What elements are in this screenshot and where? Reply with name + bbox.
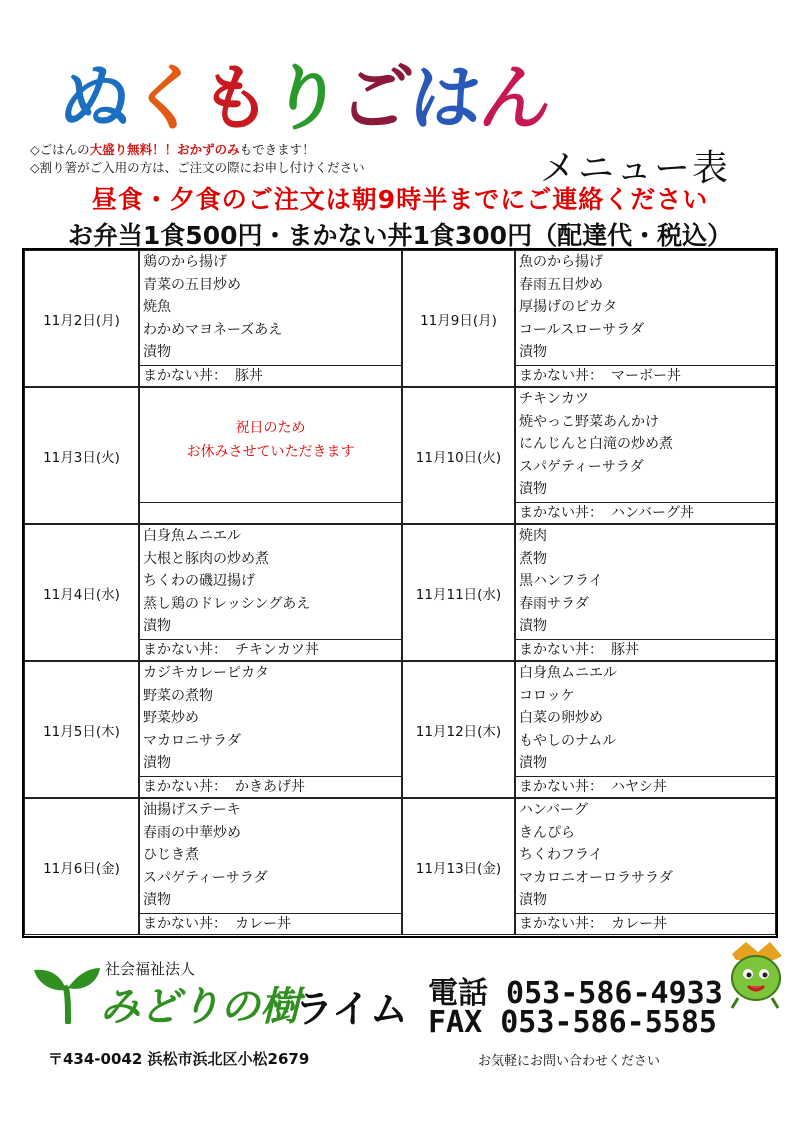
menu-date: 11月4日(水)	[24, 524, 139, 661]
makanai-value: 豚丼	[611, 642, 639, 658]
menu-item: マカロニオーロラサラダ	[519, 869, 673, 886]
makanai-don	[516, 639, 775, 660]
menu-item: わかめマヨネーズあえ	[143, 321, 283, 338]
menu-item: 白身魚ムニエル	[143, 528, 241, 544]
makanai-value: ハンバーグ丼	[611, 505, 695, 521]
menu-date: 11月13日(金)	[402, 798, 515, 935]
menu-item: スパゲティーサラダ	[143, 869, 268, 886]
logo-char: も	[195, 55, 275, 140]
menu-item: ちくわフライ	[519, 847, 603, 863]
menu-items	[139, 387, 402, 524]
menu-item: ひじき煮	[143, 847, 199, 863]
makanai-label: まかない丼：	[519, 779, 603, 795]
makanai-value: カレー丼	[611, 916, 667, 932]
menu-item: 白菜の卵炒め	[519, 710, 603, 726]
makanai-don	[516, 365, 775, 386]
menu-items	[515, 250, 776, 387]
menu-item: 蒸し鶏のドレッシングあえ	[143, 595, 311, 612]
menu-items	[139, 798, 402, 935]
menu-item: 焼やっこ野菜あんかけ	[519, 413, 659, 430]
note-chopsticks: ◇割り箸がご入用の方は、ご注文の際にお申し付けください	[30, 160, 365, 175]
menu-item: ハンバーグ	[519, 802, 589, 818]
menu-item: コロッケ	[519, 687, 575, 704]
menu-item: 魚のから揚げ	[519, 254, 603, 270]
menu-item: 春雨五目炒め	[519, 276, 603, 293]
makanai-label: まかない丼：	[519, 916, 603, 932]
makanai-label: まかない丼：	[143, 916, 227, 932]
menu-item: 野菜炒め	[143, 710, 199, 726]
menu-item: 漬物	[519, 755, 547, 771]
makanai-label: まかない丼：	[519, 642, 603, 658]
menu-item: チキンカツ	[519, 391, 589, 407]
menu-item: 春雨の中華炒め	[143, 824, 241, 841]
menu-item: 漬物	[143, 892, 171, 908]
menu-item: 漬物	[519, 481, 547, 497]
menu-item: にんじんと白滝の炒め煮	[519, 436, 673, 452]
note-side-only: おかずのみ	[177, 142, 240, 157]
menu-item: 野菜の煮物	[143, 687, 213, 704]
holiday-line: お休みさせていただきます	[186, 444, 355, 460]
makanai-don	[140, 913, 401, 934]
holiday-line: 祝日のため	[235, 420, 306, 436]
address: 〒434-0042 浜松市浜北区小松2679	[48, 1050, 310, 1068]
menu-item: 大根と豚肉の炒め煮	[143, 550, 269, 567]
page-logo-title	[55, 55, 740, 140]
menu-item: 漬物	[143, 344, 171, 360]
org-name: みどりの樹	[100, 984, 300, 1030]
facility-name: ライム	[295, 987, 408, 1031]
makanai-don	[140, 776, 401, 797]
fax-number: FAX 053-586-5585	[428, 1005, 717, 1040]
menu-item: 厚揚げのピカタ	[519, 299, 617, 315]
menu-item: 焼魚	[143, 299, 171, 315]
menu-item: 漬物	[519, 618, 547, 634]
menu-item: 春雨サラダ	[519, 595, 589, 612]
note-rice-option	[30, 142, 315, 158]
menu-items	[139, 250, 402, 387]
menu-item: 漬物	[519, 892, 547, 908]
menu-item: 鶏のから揚げ	[143, 254, 227, 270]
menu-date: 11月12日(木)	[402, 661, 515, 798]
menu-item: 白身魚ムニエル	[519, 665, 617, 681]
menu-item: 煮物	[519, 550, 547, 567]
menu-item: マカロニサラダ	[143, 732, 241, 749]
menu-item: 焼肉	[519, 528, 547, 544]
menu-date: 11月11日(水)	[402, 524, 515, 661]
makanai-label: まかない丼：	[519, 505, 603, 521]
menu-date: 11月2日(月)	[24, 250, 139, 387]
logo-char: ん	[475, 55, 555, 140]
menu-item: 青菜の五目炒め	[143, 276, 241, 293]
menu-item: もやしのナムル	[519, 732, 617, 749]
makanai-label: まかない丼：	[519, 368, 603, 384]
menu-date: 11月9日(月)	[402, 250, 515, 387]
menu-items	[139, 524, 402, 661]
makanai-don	[140, 639, 401, 660]
logo-char: は	[405, 55, 485, 140]
menu-date: 11月6日(金)	[24, 798, 139, 935]
menu-items	[139, 661, 402, 798]
leaf-logo-icon	[32, 962, 102, 1024]
makanai-value: 豚丼	[235, 368, 263, 384]
menu-item: 黒ハンフライ	[519, 573, 603, 589]
price-info: お弁当1食500円・まかない丼1食300円（配達代・税込）	[67, 221, 733, 250]
makanai-value: マーボー丼	[611, 368, 681, 384]
makanai-value: チキンカツ丼	[235, 642, 319, 658]
makanai-don	[516, 913, 775, 934]
makanai-don	[140, 365, 401, 386]
menu-item: 漬物	[143, 618, 171, 634]
menu-item: 漬物	[143, 755, 171, 771]
menu-item: コールスローサラダ	[519, 321, 645, 338]
menu-date: 11月5日(木)	[24, 661, 139, 798]
menu-items	[515, 387, 776, 524]
menu-item: 漬物	[519, 344, 547, 360]
phone-number[interactable]: 電話 053-586-4933	[428, 976, 723, 1011]
menu-item: きんぴら	[519, 824, 575, 841]
menu-item: カジキカレーピカタ	[143, 665, 269, 681]
makanai-don	[140, 502, 401, 523]
menu-items	[515, 524, 776, 661]
makanai-value: ハヤシ丼	[611, 779, 667, 795]
page-subtitle: メニュー表	[540, 148, 731, 189]
note-free-large: 大盛り無料！！	[89, 142, 178, 157]
makanai-value: カレー丼	[235, 916, 291, 932]
makanai-label: まかない丼：	[143, 779, 227, 795]
order-deadline: 昼食・夕食のご注文は朝9時半までにご連絡ください	[91, 185, 709, 214]
makanai-value: かきあげ丼	[235, 779, 305, 795]
note-suffix: もできます！	[239, 142, 315, 157]
lime-mascot-icon	[722, 940, 788, 1010]
makanai-label: まかない丼：	[143, 642, 227, 658]
makanai-label: まかない丼：	[143, 368, 227, 384]
logo-char: く	[125, 55, 205, 140]
makanai-don	[516, 502, 775, 523]
menu-items	[515, 661, 776, 798]
makanai-don	[516, 776, 775, 797]
holiday-notice	[140, 416, 401, 464]
corp-type: 社会福祉法人	[105, 960, 196, 978]
logo-char: ご	[335, 55, 415, 140]
menu-item: ちくわの磯辺揚げ	[143, 573, 255, 589]
menu-date: 11月3日(火)	[24, 387, 139, 524]
menu-item: スパゲティーサラダ	[519, 458, 644, 475]
note-prefix: ◇ごはんの	[30, 142, 90, 157]
logo-char: ぬ	[55, 55, 135, 140]
menu-items	[515, 798, 776, 935]
logo-char: り	[265, 55, 345, 140]
inquiry-text: お気軽にお問い合わせください	[478, 1054, 661, 1069]
menu-date: 11月10日(火)	[402, 387, 515, 524]
menu-table	[22, 248, 778, 938]
menu-item: 油揚げステーキ	[143, 802, 241, 818]
